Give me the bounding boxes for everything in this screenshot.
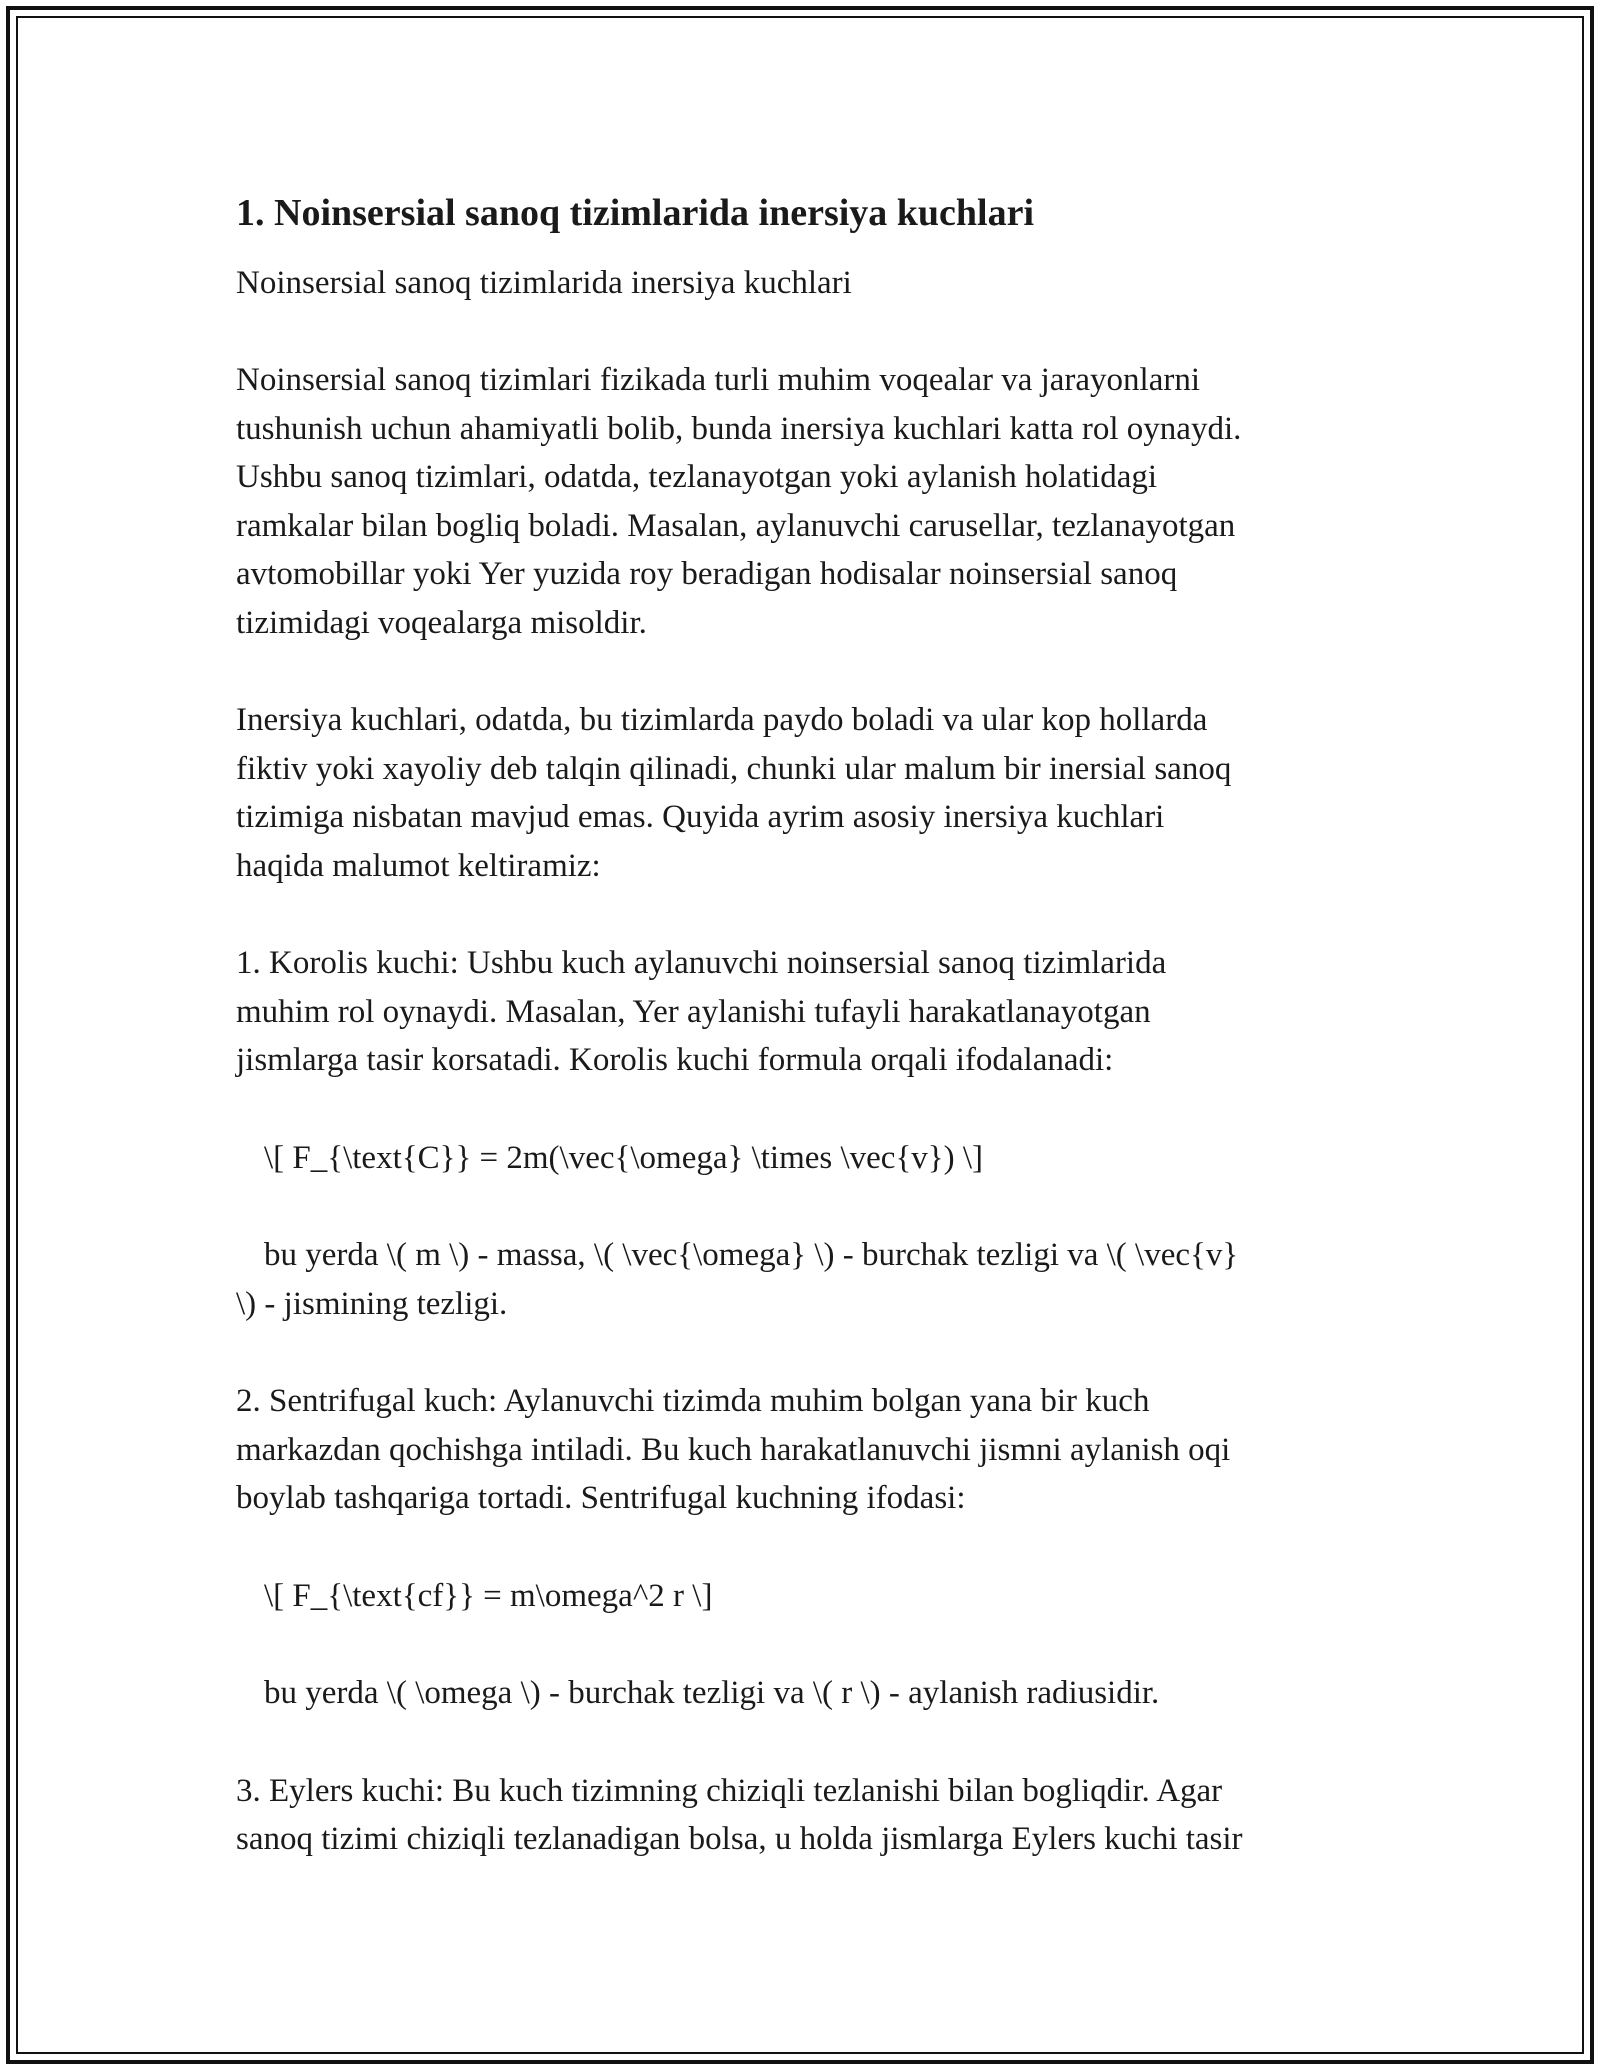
text-line: ramkalar bilan bogliq boladi. Masalan, aylanuvchi carusellar, tezlanayotgan	[236, 507, 1236, 544]
text-line: 2. Sentrifugal kuch: Aylanuvchi tizimda muhim bolgan yana bir kuch	[236, 1383, 1150, 1419]
document-title: 1. Noinsersial sanoq tizimlarida inersiya kuchlari	[236, 192, 1035, 234]
paragraph-euler	[236, 1767, 1376, 1864]
text-line: muhim rol oynaydi. Masalan, Yer aylanishi tufayli harakatlanayotgan	[236, 993, 1151, 1030]
formula-line: \[ F_{\text{cf}} = m\omega^2 r \]	[264, 1577, 713, 1614]
paragraph-intro	[236, 356, 1376, 647]
paragraph-centrifugal-legend	[236, 1669, 1376, 1718]
text-line: 3. Eylers kuchi: Bu kuch tizimning chiziqli tezlanishi bilan bogliqdir. Agar	[236, 1772, 1223, 1809]
text-line: tizimiga nisbatan mavjud emas. Quyida ayrim asosiy inersiya kuchlari	[236, 799, 1165, 835]
text-line: markazdan qochishga intiladi. Bu kuch harakatlanuvchi jismni aylanish oqi	[236, 1431, 1231, 1468]
text-line: tizimidagi voqealarga misoldir.	[236, 604, 647, 641]
formula-line: \[ F_{\text{C}} = 2m(\vec{\omega} \times \vec{v}) \]	[264, 1139, 984, 1176]
text-line: bu yerda \( \omega \) - burchak tezligi va \( r \) - aylanish radiusidir.	[264, 1675, 1160, 1711]
text-line: \) - jismining tezligi.	[236, 1285, 508, 1322]
text-line: sanoq tizimi chiziqli tezlanadigan bolsa, u holda jismlarga Eylers kuchi tasir	[236, 1821, 1243, 1857]
text-line: haqida malumot keltiramiz:	[236, 847, 601, 884]
text-line: avtomobillar yoki Yer yuzida roy beradigan hodisalar noinsersial sanoq	[236, 556, 1178, 592]
paragraph-centrifugal	[236, 1377, 1376, 1523]
text-line: jismlarga tasir korsatadi. Korolis kuchi formula orqali ifodalanadi:	[236, 1042, 1114, 1078]
paragraph-coriolis-legend	[236, 1231, 1376, 1328]
text-line: 1. Korolis kuchi: Ushbu kuch aylanuvchi noinsersial sanoq tizimlarida	[236, 945, 1167, 981]
text-line: bu yerda \( m \) - massa, \( \vec{\omega} \) - burchak tezligi va \( \vec{v}	[264, 1237, 1239, 1273]
text-line: boylab tashqariga tortadi. Sentrifugal kuchning ifodasi:	[236, 1480, 966, 1516]
formula-centrifugal	[236, 1572, 1376, 1621]
text-line: tushunish uchun ahamiyatli bolib, bunda inersiya kuchlari katta rol oynaydi.	[236, 410, 1242, 447]
text-line: Inersiya kuchlari, odatda, bu tizimlarda paydo boladi va ular kop hollarda	[236, 702, 1208, 738]
document-subtitle: Noinsersial sanoq tizimlarida inersiya kuchlari	[236, 265, 852, 301]
formula-coriolis	[236, 1134, 1376, 1183]
text-line: fiktiv yoki xayoliy deb talqin qilinadi, chunki ular malum bir inersial sanoq	[236, 750, 1232, 787]
text-line: Noinsersial sanoq tizimlari fizikada turli muhim voqealar va jarayonlarni	[236, 362, 1201, 398]
paragraph-coriolis	[236, 939, 1376, 1085]
paragraph-inertia-forces	[236, 696, 1376, 890]
text-line: Ushbu sanoq tizimlari, odatda, tezlanayotgan yoki aylanish holatidagi	[236, 459, 1158, 495]
document-body	[236, 185, 1376, 1864]
